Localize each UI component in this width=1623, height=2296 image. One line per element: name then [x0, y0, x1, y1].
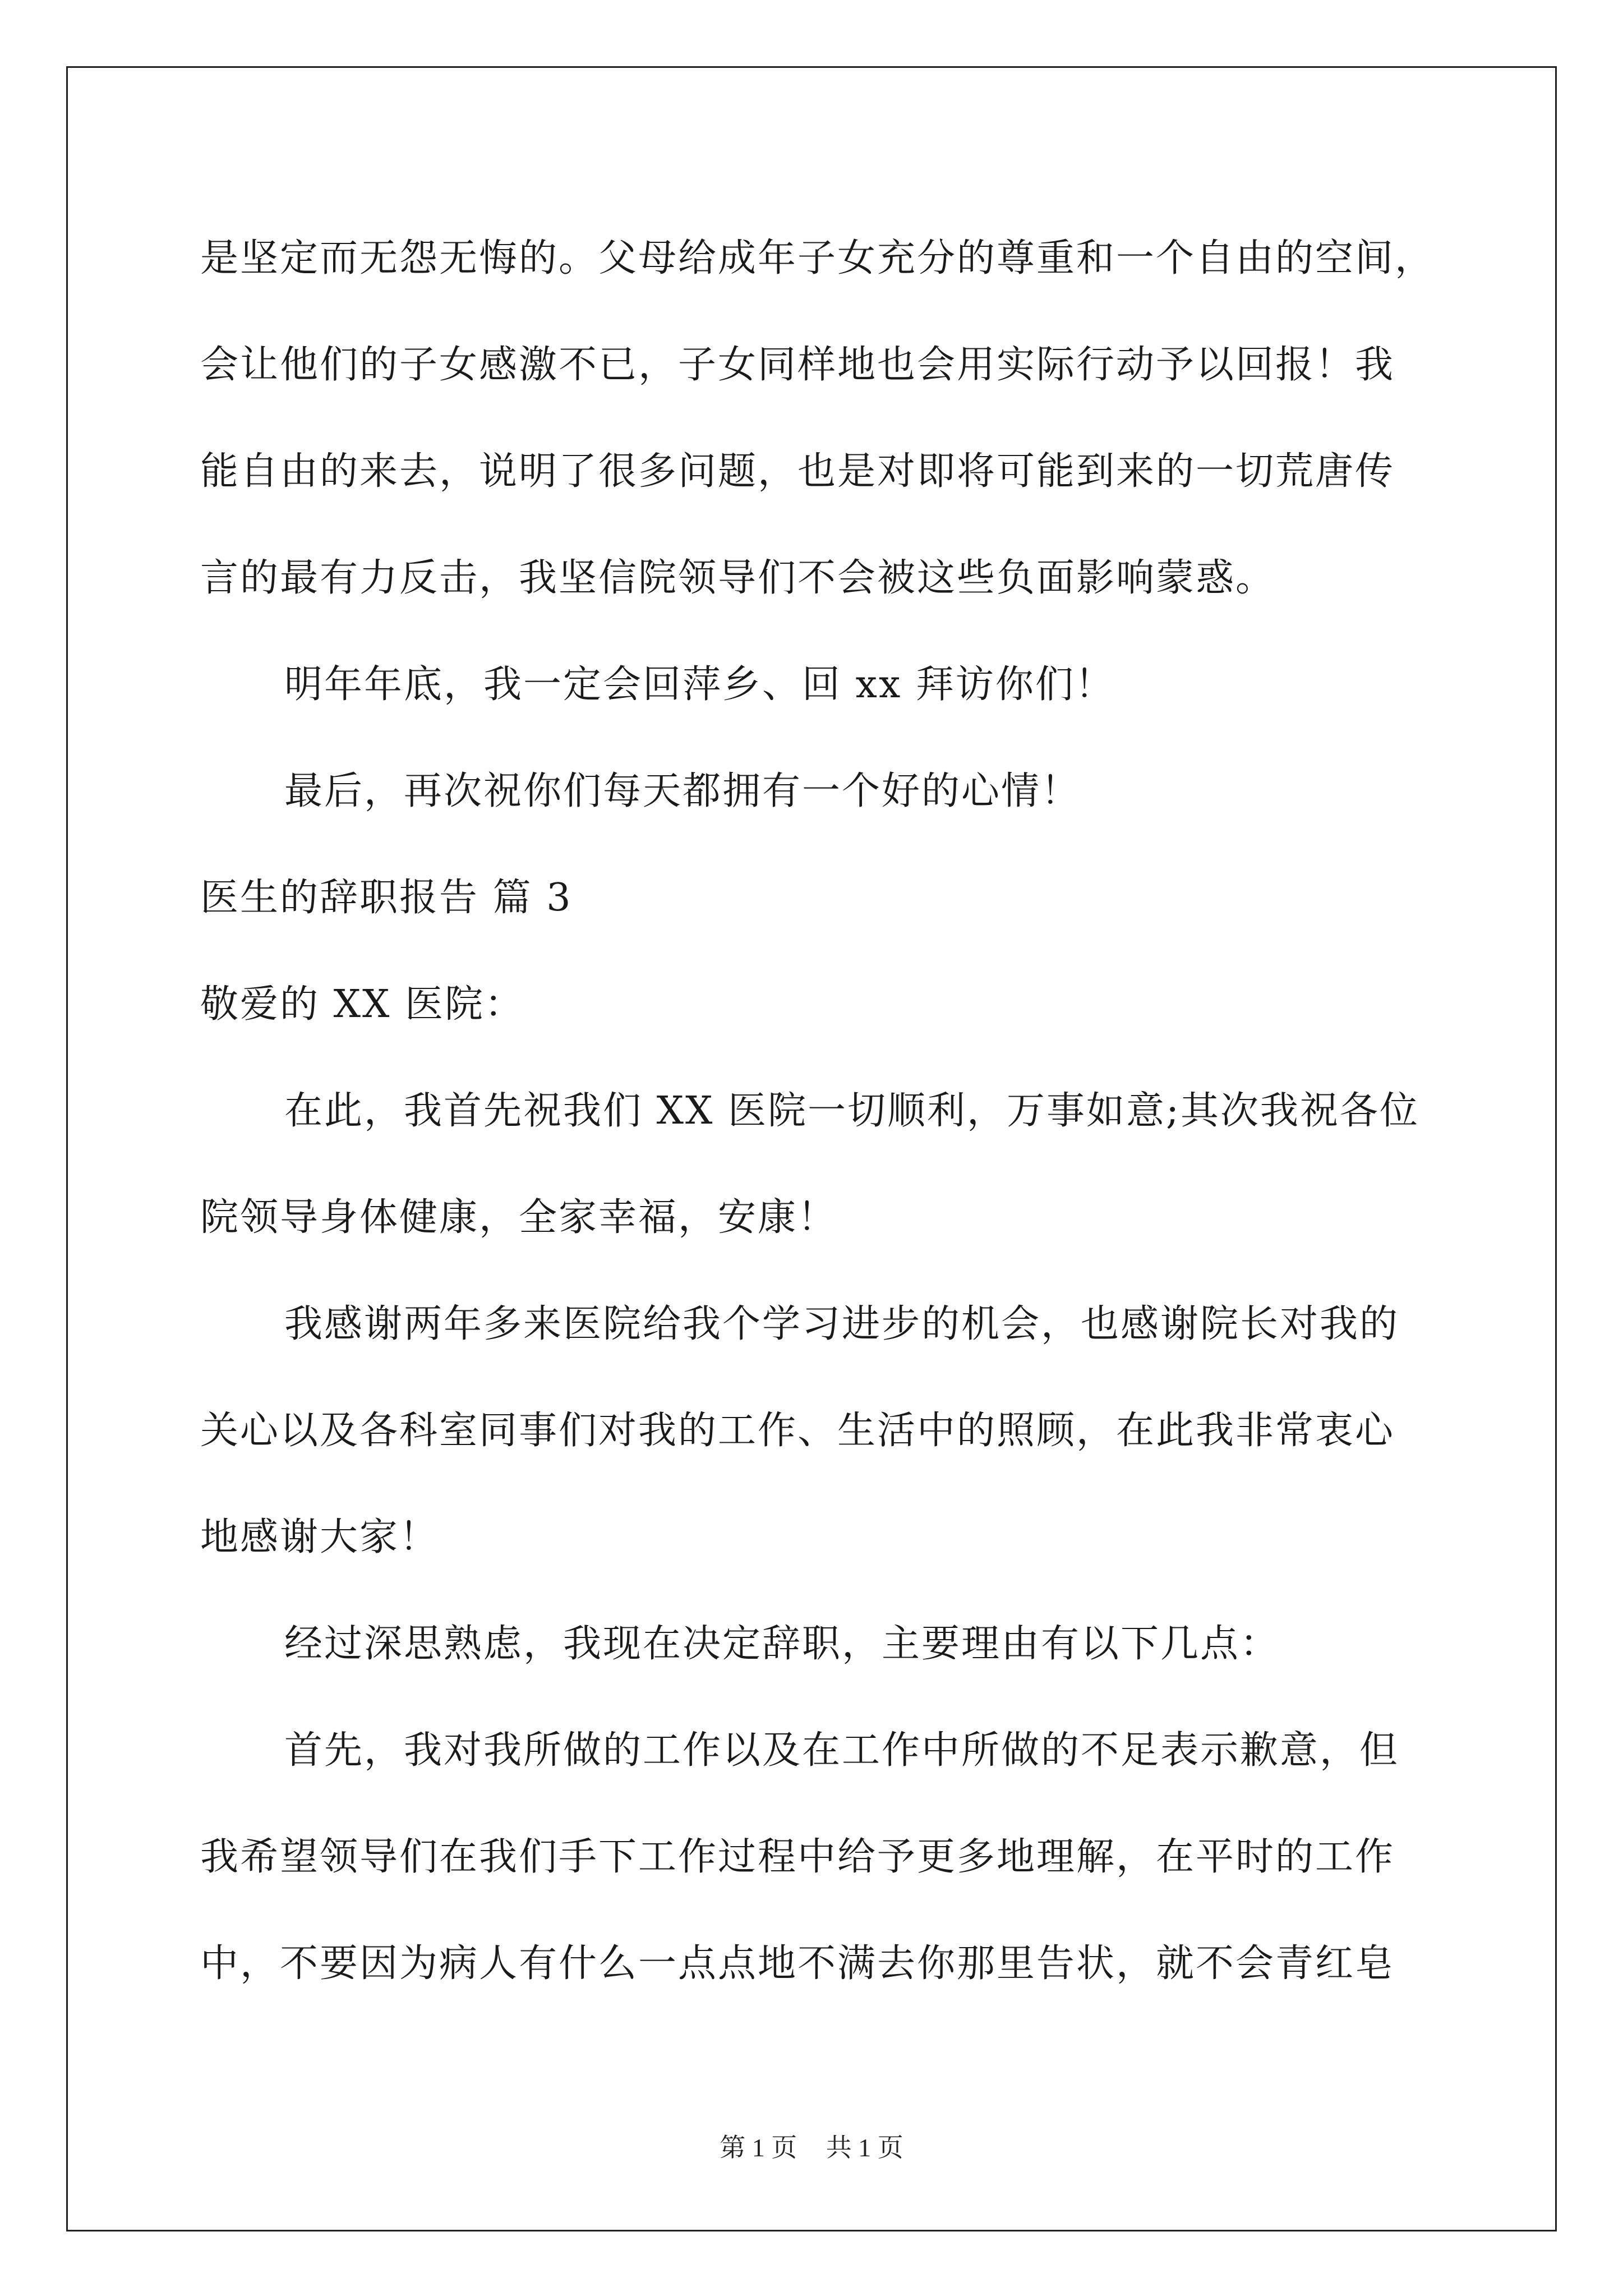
text-line: 是坚定而无怨无悔的。父母给成年子女充分的尊重和一个自由的空间，: [200, 236, 1435, 280]
salutation: 敬爱的 XX 医院：: [200, 982, 525, 1027]
text-line: 中，不要因为病人有什么一点点地不满去你那里告状，就不会青红皂: [200, 1941, 1395, 1986]
text-line: 我感谢两年多来医院给我个学习进步的机会，也感谢院长对我的: [284, 1302, 1400, 1346]
text-line: 院领导身体健康，全家幸福，安康！: [200, 1195, 838, 1240]
text-line: 地感谢大家！: [200, 1515, 440, 1559]
text-line: 我希望领导们在我们手下工作过程中给予更多地理解，在平时的工作: [200, 1835, 1395, 1879]
text-line: 最后，再次祝你们每天都拥有一个好的心情！: [284, 769, 1081, 813]
text-line: 会让他们的子女感激不已，子女同样地也会用实际行动予以回报！我: [200, 343, 1395, 387]
text-line: 在此，我首先祝我们 XX 医院一切顺利，万事如意;其次我祝各位: [284, 1089, 1419, 1133]
text-line: 关心以及各科室同事们对我的工作、生活中的照顾，在此我非常衷心: [200, 1409, 1395, 1453]
text-line: 明年年底，我一定会回萍乡、回 xx 拜访你们！: [284, 662, 1115, 707]
text-line: 首先，我对我所做的工作以及在工作中所做的不足表示歉意，但: [284, 1728, 1400, 1773]
document-body: [200, 205, 1434, 2017]
text-line: 能自由的来去，说明了很多问题，也是对即将可能到来的一切荒唐传: [200, 449, 1395, 494]
section-heading: 医生的辞职报告 篇 3: [200, 876, 573, 920]
text-line: 经过深思熟虑，我现在决定辞职，主要理由有以下几点：: [284, 1622, 1280, 1666]
page-footer: [0, 2127, 1623, 2164]
page-number-current: 第 1 页: [720, 2133, 797, 2162]
page-number-total: 共 1 页: [826, 2133, 903, 2162]
text-line: 言的最有力反击，我坚信院领导们不会被这些负面影响蒙惑。: [200, 556, 1276, 600]
